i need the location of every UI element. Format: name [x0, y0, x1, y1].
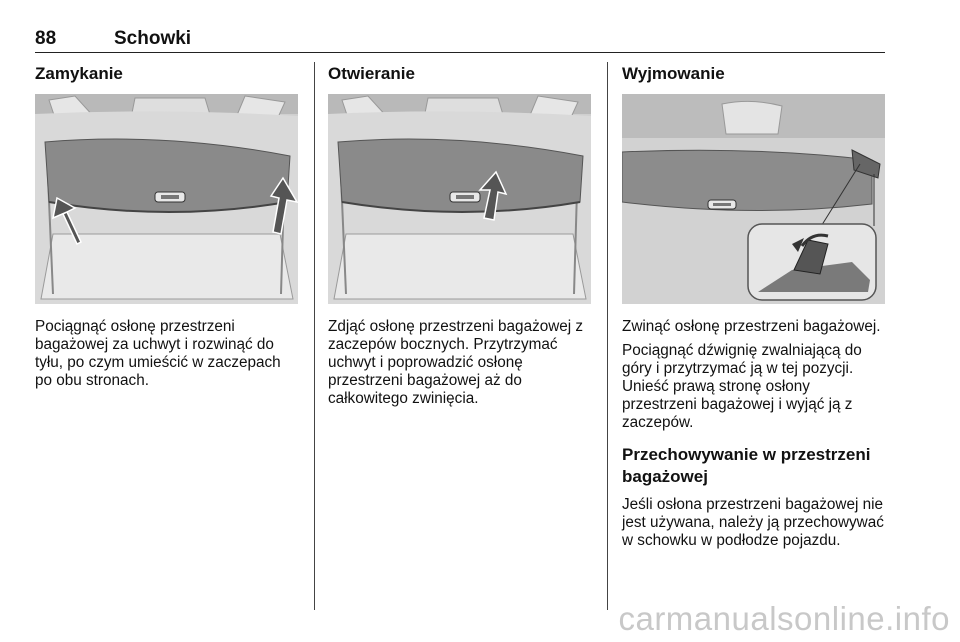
watermark: carmanualsonline.info: [618, 600, 950, 637]
section-heading: Zamykanie: [35, 64, 123, 83]
subsection-heading: Przechowywanie w przestrzeni bagażowej: [622, 445, 871, 486]
cargo-cover-closing-illustration: [35, 94, 298, 304]
chapter-title: Schowki: [114, 28, 192, 49]
page-header: [35, 28, 885, 53]
page-number: 88: [35, 28, 57, 49]
section-text: Pociągnąć osłonę przestrzeni bagażowej za uchwyt i rozwinąć do tyłu, po czym umieścić w zaczepach po obu stronach.: [35, 318, 281, 389]
cargo-cover-opening-illustration: [328, 94, 591, 304]
section-text: Jeśli osłona przestrzeni bagażowej nie jest używana, należy ją przechowywać w schowku w podłodze pojazdu.: [622, 496, 884, 549]
section-heading: Otwieranie: [328, 64, 415, 83]
cargo-cover-removal-illustration: [622, 94, 885, 304]
section-opening: [328, 62, 593, 408]
column-divider: [314, 62, 315, 610]
section-text: Zwinąć osłonę przestrzeni bagażowej.: [622, 318, 881, 335]
section-text: Pociągnąć dźwignię zwalniającą do góry i przytrzymać ją w tej pozycji. Unieść prawą stronę osłony przestrzeni bagażowej i wyjąć ją z zaczepów.: [622, 342, 862, 431]
section-removal: [622, 62, 886, 550]
section-text: Zdjąć osłonę przestrzeni bagażowej z zaczepów bocznych. Przytrzymać uchwyt i poprowadzić osłonę przestrzeni bagażowej aż do całkowitego zwinięcia.: [328, 318, 584, 407]
section-closing: [35, 62, 298, 390]
column-divider: [607, 62, 608, 610]
section-heading: Wyjmowanie: [622, 64, 725, 83]
